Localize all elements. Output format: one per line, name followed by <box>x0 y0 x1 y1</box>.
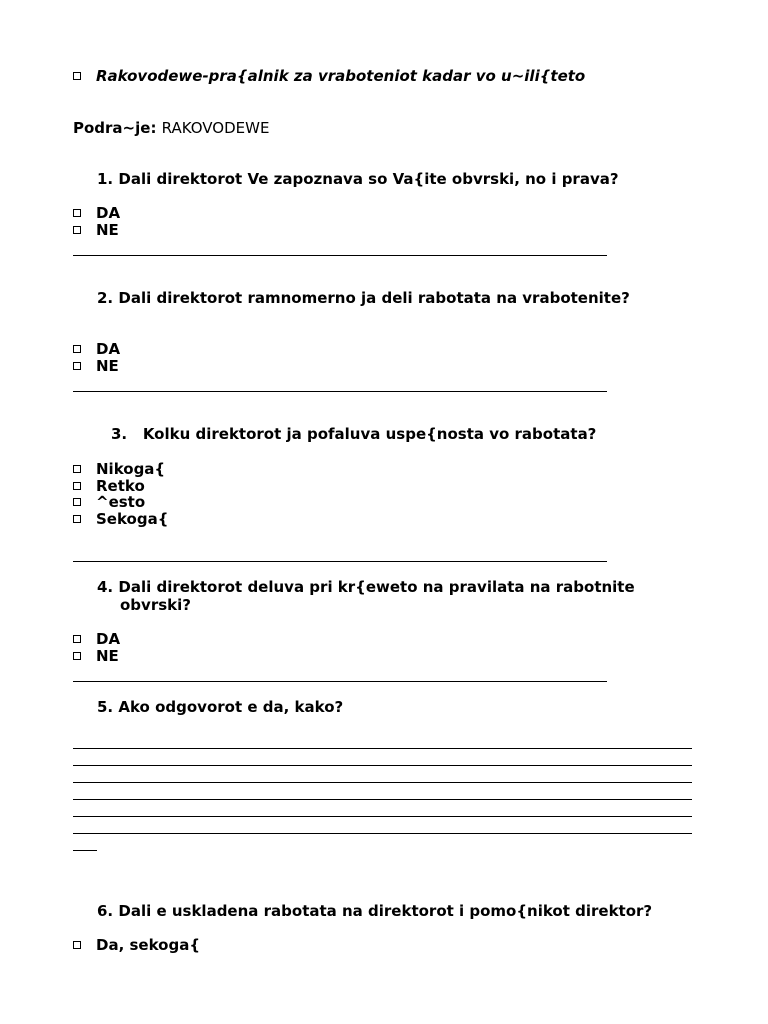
question-2 <box>97 290 630 307</box>
checkbox-icon[interactable] <box>73 498 81 506</box>
option-label: NE <box>96 221 119 239</box>
checkbox-icon[interactable] <box>73 482 81 490</box>
option-q3-cesto[interactable] <box>73 494 145 511</box>
answer-line <box>73 255 607 256</box>
option-q4-da[interactable] <box>73 631 120 648</box>
answer-line[interactable] <box>73 816 692 817</box>
checkbox-icon[interactable] <box>73 515 81 523</box>
option-label: ^esto <box>96 493 146 511</box>
question-number: 5. <box>97 698 114 716</box>
checkbox-icon[interactable] <box>73 345 81 353</box>
option-label: DA <box>96 340 121 358</box>
option-label: DA <box>96 630 121 648</box>
question-text: Dali direktorot Ve zapoznava so Va{ite obvrski, no i prava? <box>118 170 619 188</box>
question-4 <box>97 579 635 596</box>
checkbox-icon[interactable] <box>73 72 81 80</box>
question-text: Kolku direktorot ja pofaluva uspe{nosta vo rabotata? <box>142 425 597 443</box>
section-value: RAKOVODEWE <box>161 119 270 137</box>
checkbox-icon[interactable] <box>73 465 81 473</box>
answer-line[interactable] <box>73 748 692 749</box>
section-heading <box>73 120 269 137</box>
checkbox-icon[interactable] <box>73 635 81 643</box>
option-q3-sekogas[interactable] <box>73 511 168 528</box>
option-q6-da-sekogas[interactable] <box>73 937 200 954</box>
option-label: Nikoga{ <box>96 460 166 478</box>
checkbox-icon[interactable] <box>73 362 81 370</box>
question-text: obvrski? <box>120 596 191 614</box>
question-text: Dali direktorot deluva pri kr{eweto na pravilata na rabotnite <box>118 578 635 596</box>
answer-line[interactable] <box>73 765 692 766</box>
document-title: Rakovodewe-pra{alnik za vraboteniot kadar vo u~ili{teto <box>96 67 586 85</box>
option-label: Sekoga{ <box>96 510 169 528</box>
answer-line <box>73 681 607 682</box>
answer-line <box>73 561 607 562</box>
question-number: 3. <box>111 425 128 443</box>
question-text: Ako odgovorot e da, kako? <box>118 698 344 716</box>
option-q2-ne[interactable] <box>73 358 119 375</box>
question-number: 4. <box>97 578 114 596</box>
question-text: Dali direktorot ramnomerno ja deli rabotata na vrabotenite? <box>118 289 630 307</box>
checkbox-icon[interactable] <box>73 209 81 217</box>
question-text: Dali e uskladena rabotata na direktorot i pomo{nikot direktor? <box>118 902 653 920</box>
checkbox-icon[interactable] <box>73 226 81 234</box>
answer-line[interactable] <box>73 799 692 800</box>
option-label: NE <box>96 647 119 665</box>
option-q2-da[interactable] <box>73 341 120 358</box>
option-q3-nikogas[interactable] <box>73 461 165 478</box>
question-3 <box>111 426 596 443</box>
option-q4-ne[interactable] <box>73 648 119 665</box>
question-number: 1. <box>97 170 114 188</box>
option-q1-da[interactable] <box>73 205 120 222</box>
question-1 <box>97 171 619 188</box>
option-label: NE <box>96 357 119 375</box>
checkbox-icon[interactable] <box>73 941 81 949</box>
option-label: Retko <box>96 477 145 495</box>
option-label: Da, sekoga{ <box>96 936 201 954</box>
question-5 <box>97 699 343 716</box>
question-4-continuation <box>120 597 191 614</box>
option-q1-ne[interactable] <box>73 222 119 239</box>
checkbox-icon[interactable] <box>73 652 81 660</box>
question-number: 6. <box>97 902 114 920</box>
answer-line <box>73 391 607 392</box>
option-label: DA <box>96 204 121 222</box>
question-6 <box>97 903 652 920</box>
answer-line[interactable] <box>73 833 692 834</box>
document-title-row <box>73 68 585 85</box>
answer-line[interactable] <box>73 850 97 851</box>
answer-line[interactable] <box>73 782 692 783</box>
question-number: 2. <box>97 289 114 307</box>
section-label: Podra~je: <box>73 119 157 137</box>
